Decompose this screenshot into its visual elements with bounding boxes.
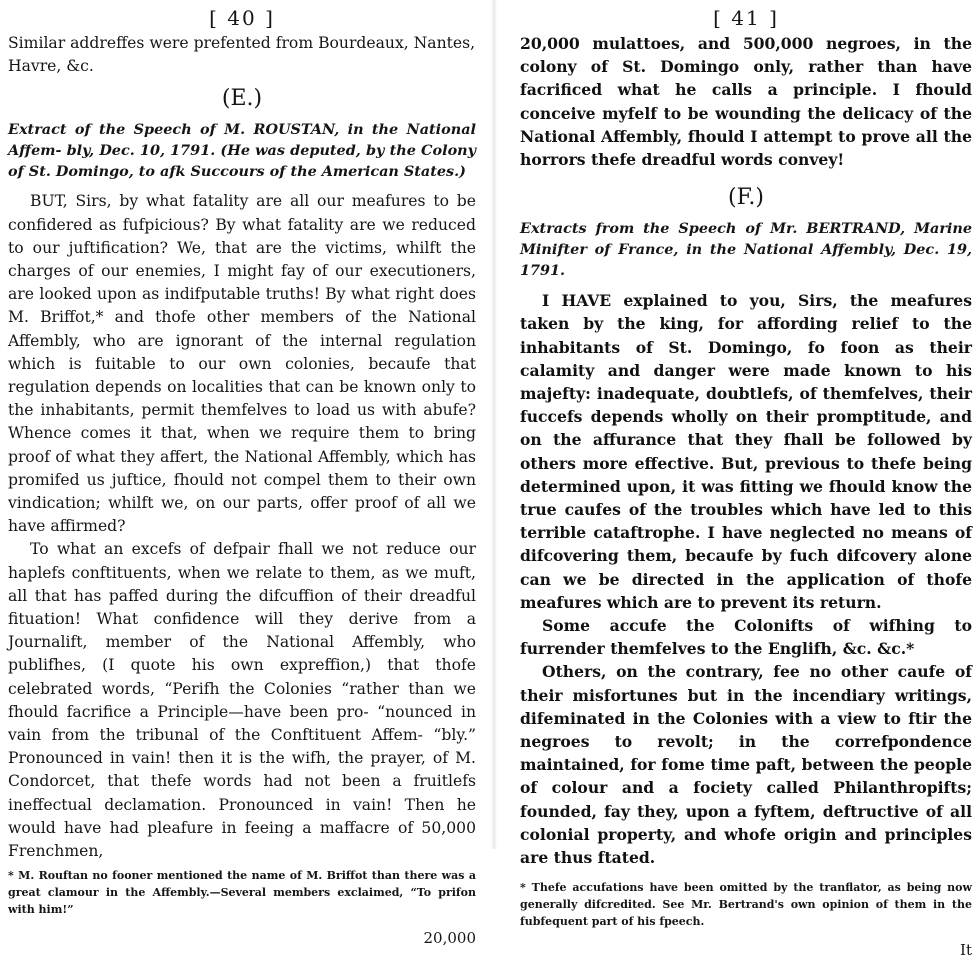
paragraph: BUT, Sirs, by what fatality are all our meafures to be confidered as fufpicious? By what fatality are we reduced to our juftification? We, that are the victims, whilft the charges of our enemies, I might fay of our executioners, are looked upon as indifputable truths! By what right does M. Briffot,* and thofe other members of the National Affembly, who are ignorant of the internal regulation which is fuitable to our own colonies, becaufe that regulation depends on localities that can be known only to the inhabitants, permit themfelves to load us with abufe? Whence comes it that, when we require them to bring proof of what they affert, the National Affembly, which has promifed us juftice, fhould not compel them to their own vindication; whilft we, on our parts, offer proof of all we have affirmed? xyxy=(8,192,476,536)
paragraph: To what an excefs of defpair fhall we not reduce our haplefs conftituents, when we relate to them, as we muft, all that has paffed during the difcuffion of their dreadful fituation! What confidence will they derive from a Journalift, member of the National Affembly, who publifhes, (I quote his own expreffion,) that thofe celebrated words, “Perifh the Colonies “rather than we fhould facrifice a Principle—have been pro- “nounced in vain from the tribunal of the Conftituent Affem- “bly.” Pronounced in vain! then it is the wifh, the prayer, of M. Condorcet, that thefe words had not been a fruitlefs ineffectual declamation. Pronounced in vain! Then he would have had pleafure in feeing a maffacre of 50,000 Frenchmen, xyxy=(8,540,476,861)
paragraph: 20,000 mulattoes, and 500,000 negroes, in the colony of St. Domingo only, rather than have facrificed what he calls a principle. I fhould conceive myfelf to be wounding the delicacy of the National Affembly, fhould I attempt to prove all the horrors thefe dreadful words convey! xyxy=(520,34,972,170)
section-heading: (E.) xyxy=(221,86,263,112)
extract-title: Extracts from the Speech of Mr. BERTRAND, Marine Minifter of France, in the National Affembly, Dec. 19, 1791. xyxy=(520,220,972,280)
paragraph: Others, on the contrary, fee no other caufe of their misfortunes but in the incendiary writings, difeminated in the Colonies with a view to ftir the negroes to revolt; in the correfpondence maintained, for fome time paft, between the people of colour and a fociety called Philanthropifts; founded, fay they, upon a fyftem, deftructive of all colonial property, and whofe origin and principles are thus ftated. xyxy=(520,662,972,868)
extract-title: Extract of the Speech of M. ROUSTAN, in the National Affem- bly, Dec. 10, 1791. (He was deputed, by the Colony of St. Domingo, to afk Succours of the American States.) xyxy=(8,121,476,181)
text-line: Havre, &c. xyxy=(8,57,94,76)
left-page xyxy=(0,0,490,948)
right-page xyxy=(500,0,980,959)
footnote: * Thefe accufations have been omitted by the tranflator, as being now generally difcredited. See Mr. Bertrand's own opinion of them in the fubfequent part of his fpeech. xyxy=(520,881,972,929)
paragraph: I HAVE explained to you, Sirs, the meafures taken by the king, for affording relief to the inhabitants of St. Domingo, fo foon as their calamity and danger were made known to his majefty: inadequate, doubtlefs, of themfelves, their fuccefs depends wholly on their promptitude, and on the affurance that they fhall be followed by others more effective. But, previous to thefe being determined upon, it was fitting we fhould know the true caufes of the troubles which have led to this terrible cataftrophe. I have neglected no means of difcovering them, becaufe by fuch difcovery alone can we be directed in the application of thofe meafures which are to prevent its return. xyxy=(520,291,972,612)
book-gutter xyxy=(491,0,497,849)
page-number: [ 41 ] xyxy=(713,6,779,30)
catchword: It xyxy=(960,941,972,959)
text-line: Similar addreffes were prefented from Bourdeaux, Nantes, xyxy=(8,34,476,52)
page-number: [ 40 ] xyxy=(209,6,275,30)
section-heading: (F.) xyxy=(728,185,764,211)
catchword: 20,000 xyxy=(423,929,476,948)
paragraph: Some accufe the Colonifts of wifhing to furrender themfelves to the Englifh, &c. &c.* xyxy=(520,616,972,659)
footnote: * M. Rouftan no fooner mentioned the name of M. Briffot than there was a great clamour in the Affembly.—Several members exclaimed, “To prifon with him!” xyxy=(8,869,476,917)
